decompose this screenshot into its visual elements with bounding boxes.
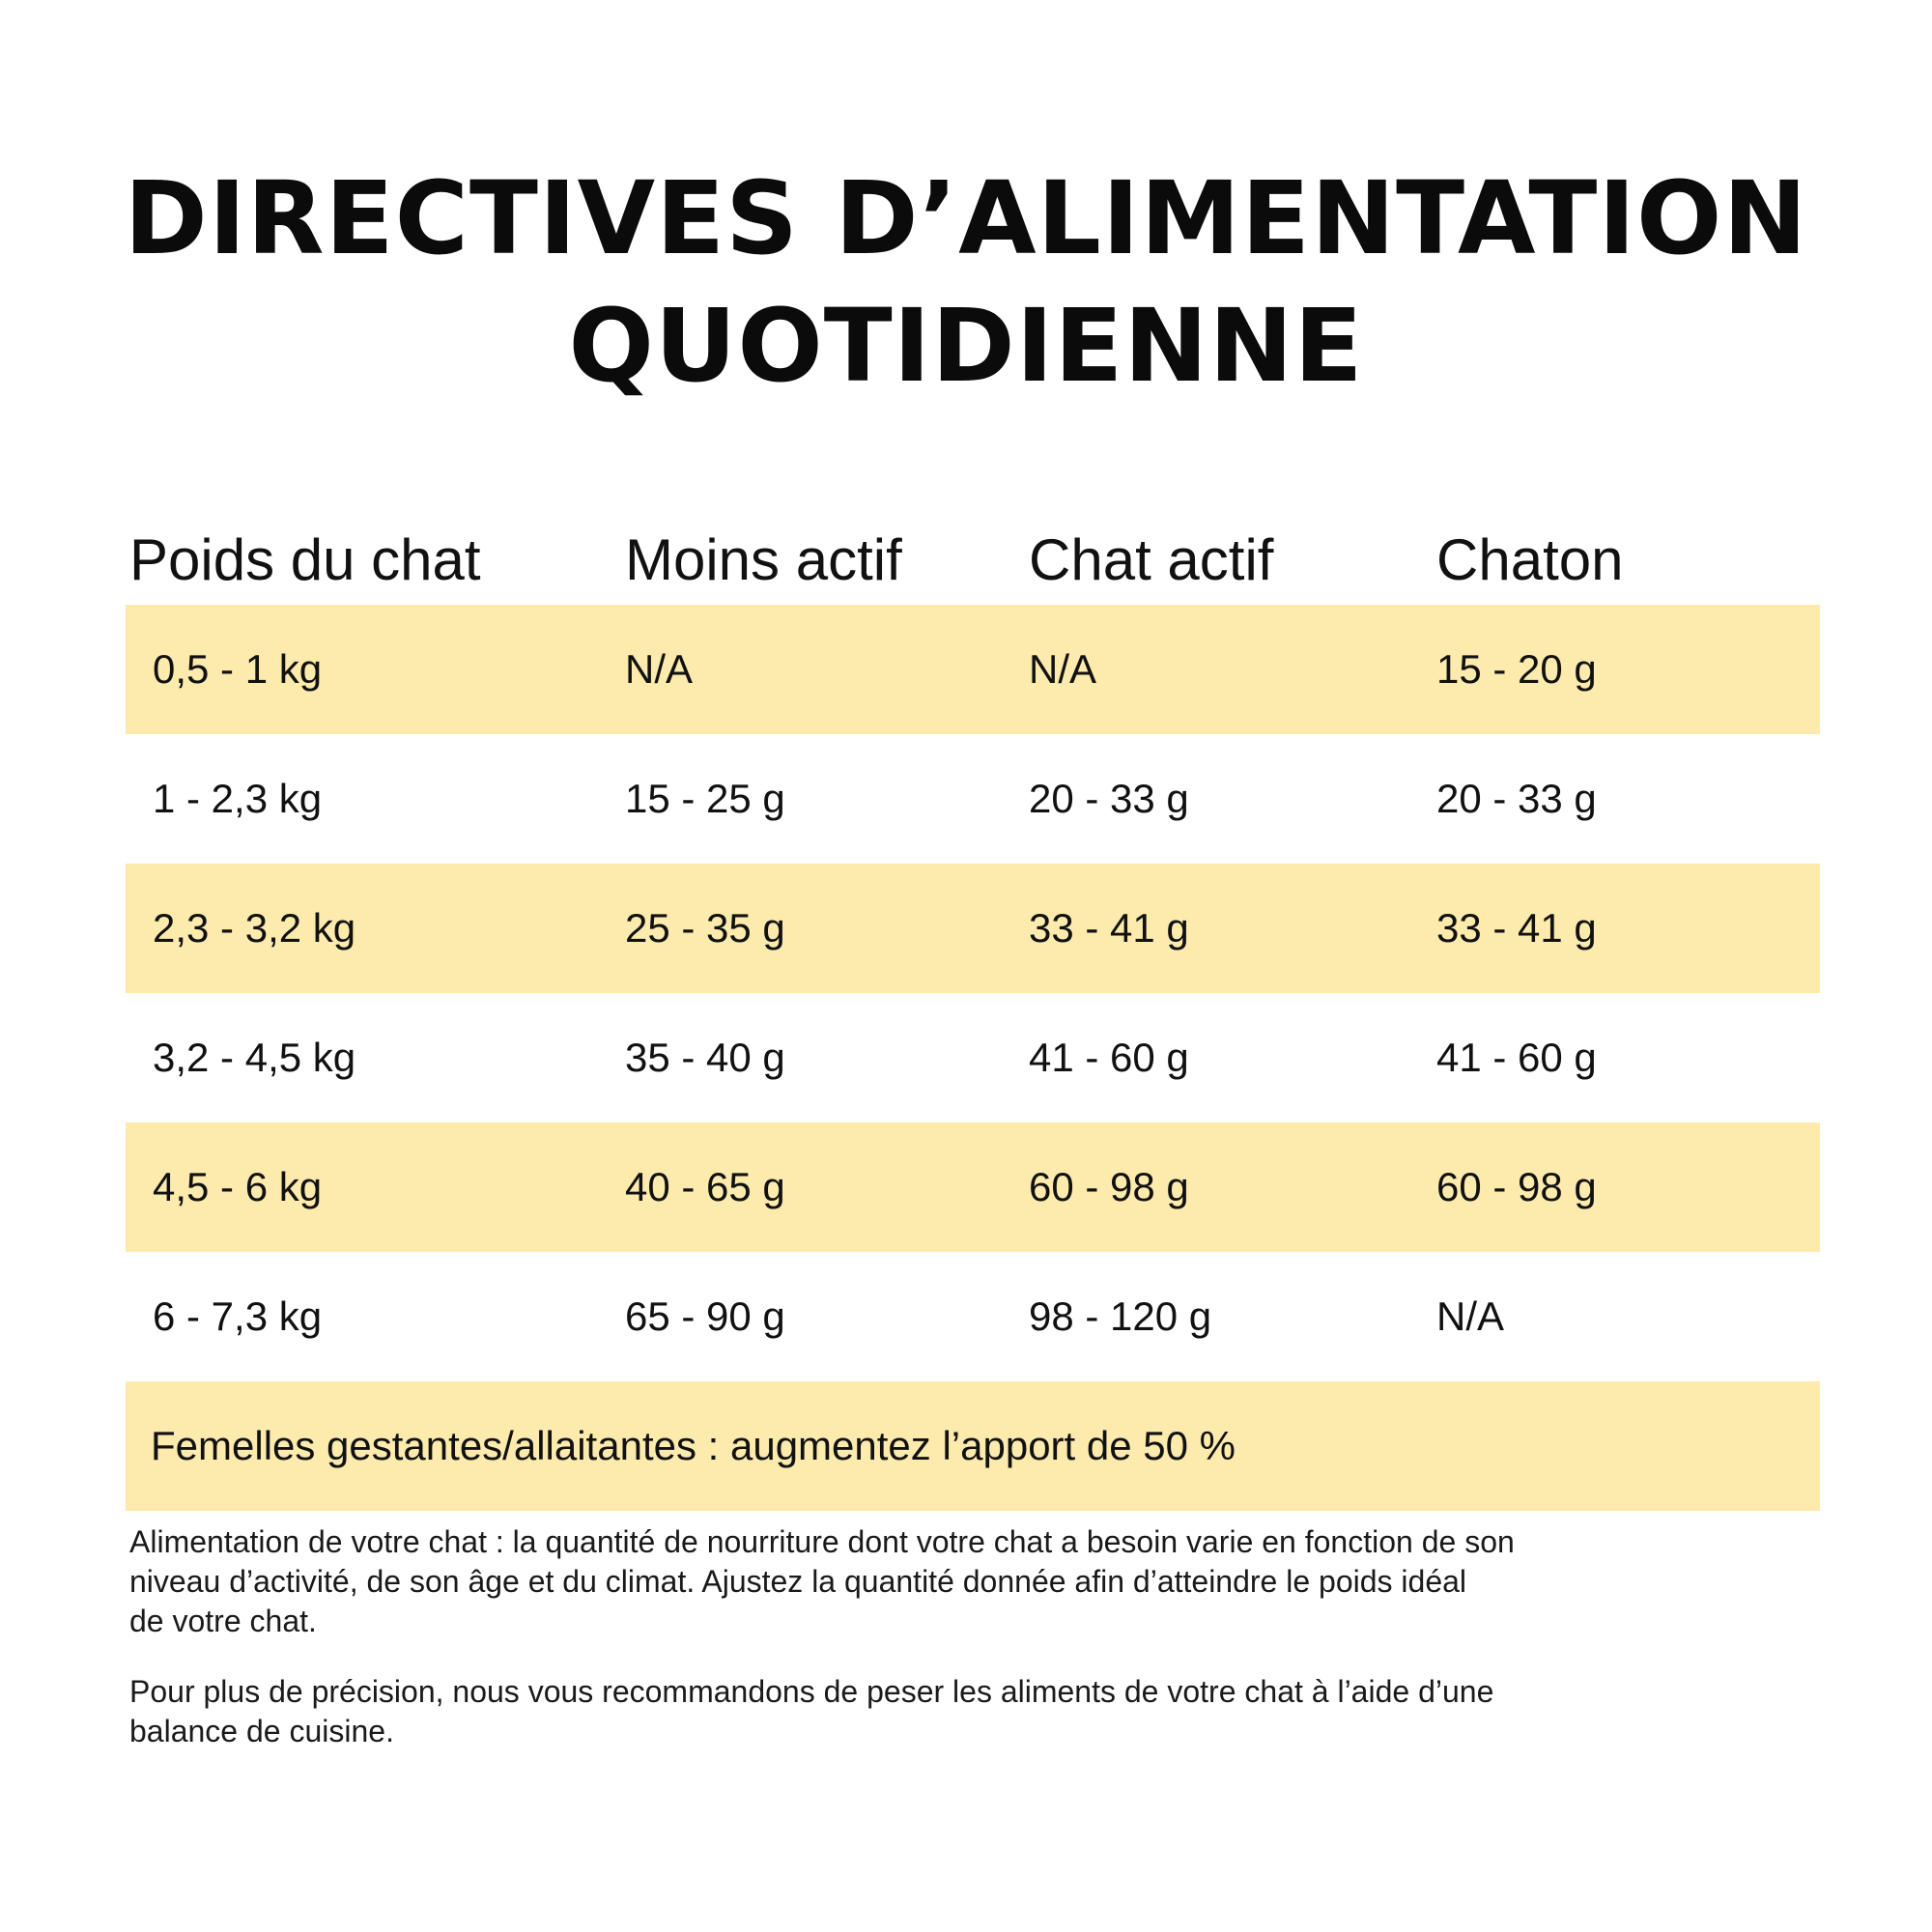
table-row — [126, 1122, 1820, 1252]
header-kitten: Chaton — [1436, 527, 1624, 592]
feeding-info-line: de votre chat. — [129, 1604, 317, 1638]
cell-weight: 0,5 - 1 kg — [153, 646, 323, 692]
cell-kitten: 15 - 20 g — [1436, 646, 1597, 692]
feeding-info-line: Alimentation de votre chat : la quantité de nourriture dont votre chat a besoin varie en fonction de son — [129, 1524, 1515, 1559]
cell-weight: 1 - 2,3 kg — [153, 776, 323, 821]
table-row — [126, 864, 1820, 993]
cell-active: N/A — [1029, 646, 1097, 692]
title-line-1: DIRECTIVES D’ALIMENTATION — [124, 159, 1808, 277]
header-active-cat: Chat actif — [1029, 527, 1274, 592]
precision-tip-paragraph — [129, 1672, 1810, 1751]
cell-less-active: 35 - 40 g — [625, 1035, 785, 1080]
cell-weight: 2,3 - 3,2 kg — [153, 905, 356, 951]
cell-less-active: 15 - 25 g — [625, 776, 785, 821]
cell-weight: 4,5 - 6 kg — [153, 1164, 323, 1209]
precision-tip-line: Pour plus de précision, nous vous recommandons de peser les aliments de votre chat à l’aide d’une — [129, 1674, 1494, 1709]
cell-active: 33 - 41 g — [1029, 905, 1189, 951]
cell-weight: 3,2 - 4,5 kg — [153, 1035, 356, 1080]
table-header-row — [126, 522, 1820, 605]
table-row — [126, 605, 1820, 734]
table-row — [126, 734, 1820, 864]
feeding-info-line: niveau d’activité, de son âge et du climat. Ajustez la quantité donnée afin d’atteindre le poids idéal — [129, 1564, 1467, 1599]
cell-weight: 6 - 7,3 kg — [153, 1293, 323, 1339]
feeding-table — [126, 522, 1820, 1511]
header-less-active: Moins actif — [625, 527, 902, 592]
pregnant-lactating-note: Femelles gestantes/allaitantes : augmentez l’apport de 50 % — [151, 1423, 1236, 1468]
cell-kitten: N/A — [1436, 1293, 1505, 1339]
cell-active: 41 - 60 g — [1029, 1035, 1189, 1080]
table-row — [126, 1252, 1820, 1381]
header-cat-weight: Poids du chat — [129, 527, 481, 592]
cell-kitten: 60 - 98 g — [1436, 1164, 1597, 1209]
title-line-2: QUOTIDIENNE — [568, 287, 1364, 405]
cell-active: 60 - 98 g — [1029, 1164, 1189, 1209]
cell-kitten: 20 - 33 g — [1436, 776, 1597, 821]
page-title — [0, 155, 1932, 410]
cell-less-active: N/A — [625, 646, 694, 692]
precision-tip-line: balance de cuisine. — [129, 1714, 394, 1748]
pregnant-lactating-note-row — [126, 1381, 1820, 1511]
footer-notes — [129, 1522, 1810, 1782]
cell-kitten: 33 - 41 g — [1436, 905, 1597, 951]
cell-active: 98 - 120 g — [1029, 1293, 1212, 1339]
cell-less-active: 40 - 65 g — [625, 1164, 785, 1209]
cell-less-active: 25 - 35 g — [625, 905, 785, 951]
table-row — [126, 993, 1820, 1122]
feeding-info-paragraph — [129, 1522, 1810, 1641]
cell-kitten: 41 - 60 g — [1436, 1035, 1597, 1080]
cell-active: 20 - 33 g — [1029, 776, 1189, 821]
cell-less-active: 65 - 90 g — [625, 1293, 785, 1339]
